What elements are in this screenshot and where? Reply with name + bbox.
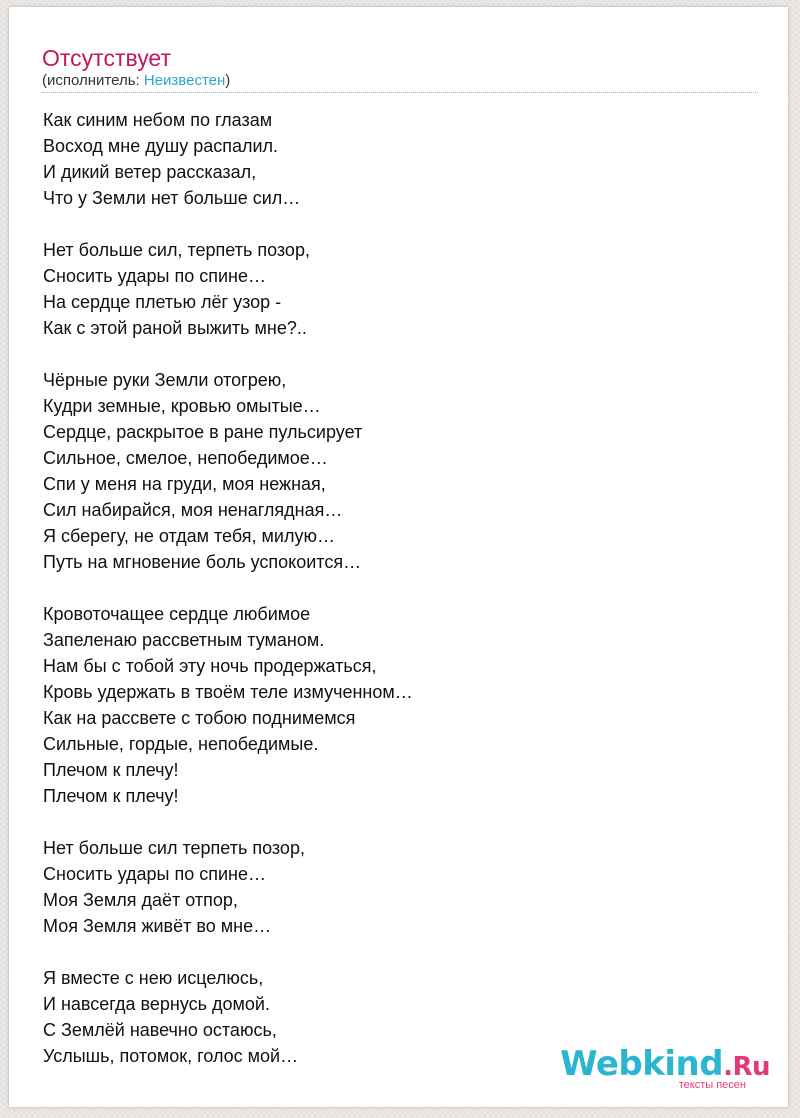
lyric-line: С Землёй навечно остаюсь, <box>43 1020 277 1040</box>
lyric-line: Моя Земля даёт отпор, <box>43 890 238 910</box>
lyric-line: Плечом к плечу! <box>43 786 179 806</box>
stanza <box>43 965 413 1069</box>
lyric-line: Нет больше сил, терпеть позор, <box>43 240 310 260</box>
lyric-line: Моя Земля живёт во мне… <box>43 916 272 936</box>
lyric-line: Запеленаю рассветным туманом. <box>43 630 325 650</box>
artist-line <box>42 72 230 90</box>
lyric-line: Сильные, гордые, непобедимые. <box>43 734 319 754</box>
stanza <box>43 237 413 341</box>
lyric-line: Что у Земли нет больше сил… <box>43 188 301 208</box>
logo-tld-text: .Ru <box>723 1052 770 1082</box>
stanza <box>43 367 413 575</box>
lyric-line: И навсегда вернусь домой. <box>43 994 270 1014</box>
lyric-line: Кровоточащее сердце любимое <box>43 604 311 624</box>
stanza <box>43 601 413 809</box>
lyric-line: Кровь удержать в твоём теле измученном… <box>43 682 413 702</box>
lyric-line: Нам бы с тобой эту ночь продержаться, <box>43 656 377 676</box>
lyric-line: Путь на мгновение боль успокоится… <box>43 552 362 572</box>
site-logo[interactable] <box>560 1044 770 1093</box>
lyric-line: Как синим небом по глазам <box>43 110 273 130</box>
lyric-line: Как с этой раной выжить мне?.. <box>43 318 307 338</box>
lyric-line: Восход мне душу распалил. <box>43 136 279 156</box>
lyric-line: Чёрные руки Земли отогрею, <box>43 370 287 390</box>
artist-suffix: ) <box>225 72 231 89</box>
lyric-line: Сил набирайся, моя ненаглядная… <box>43 500 343 520</box>
logo-subtitle: тексты песен <box>678 1079 746 1091</box>
artist-name-link[interactable]: Неизвестен <box>143 72 226 89</box>
lyric-line: Сильное, смелое, непобедимое… <box>43 448 328 468</box>
lyric-line: Кудри земные, кровью омытые… <box>43 396 321 416</box>
logo-main-text: Webkind <box>560 1044 724 1084</box>
title-divider <box>42 92 758 93</box>
lyric-line: Услышь, потомок, голос мой… <box>43 1046 299 1066</box>
lyrics-sheet <box>9 7 788 1107</box>
lyric-line: На сердце плетью лёг узор - <box>43 292 282 312</box>
stanza <box>43 835 413 939</box>
lyric-line: Нет больше сил терпеть позор, <box>43 838 305 858</box>
lyric-line: Я вместе с нею исцелюсь, <box>43 968 264 988</box>
stanza <box>43 107 413 211</box>
song-title: Отсутствует <box>42 45 171 71</box>
lyric-line: Как на рассвете с тобою поднимемся <box>43 708 356 728</box>
lyric-line: Сносить удары по спине… <box>43 266 267 286</box>
lyric-line: Сердце, раскрытое в ране пульсирует <box>43 422 363 442</box>
lyric-line: Сносить удары по спине… <box>43 864 267 884</box>
lyric-line: Спи у меня на груди, моя нежная, <box>43 474 326 494</box>
lyric-line: И дикий ветер рассказал, <box>43 162 257 182</box>
lyric-line: Плечом к плечу! <box>43 760 179 780</box>
artist-prefix: (исполнитель: <box>42 72 144 89</box>
lyric-line: Я сберегу, не отдам тебя, милую… <box>43 526 335 546</box>
lyrics-body <box>43 107 413 1095</box>
